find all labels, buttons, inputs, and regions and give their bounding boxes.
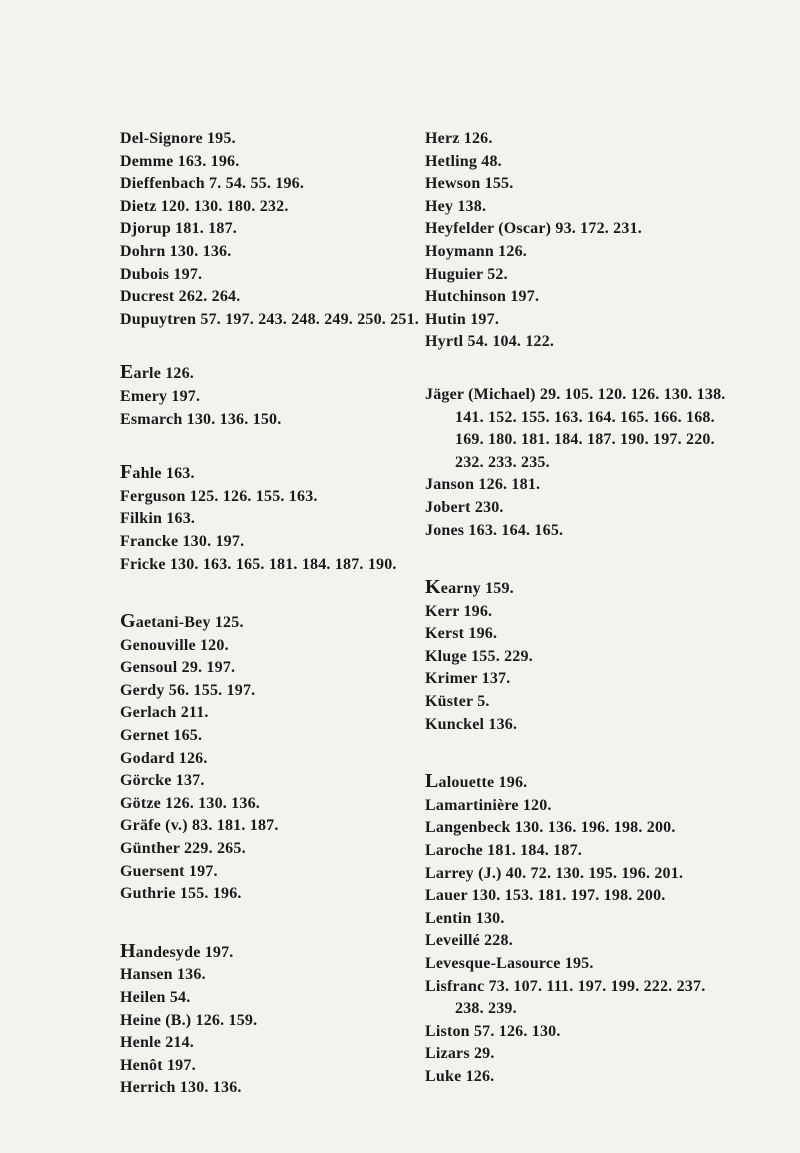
- index-group-e: [120, 361, 420, 431]
- index-entry: Larrey (J.) 40. 72. 130. 195. 196. 201.: [425, 864, 684, 882]
- index-entry: Leveillé 228.: [425, 932, 513, 950]
- index-entry: Görcke 137.: [120, 772, 205, 790]
- index-entry: Fricke 130. 163. 165. 181. 184. 187. 190.: [120, 555, 397, 573]
- index-entry: Gerlach 211.: [120, 704, 209, 722]
- index-entry: Krimer 137.: [425, 670, 511, 688]
- index-entry: Genouville 120.: [120, 636, 229, 654]
- index-entry: Gensoul 29. 197.: [120, 659, 236, 677]
- index-entry-continuation: 141. 152. 155. 163. 164. 165. 166. 168.: [455, 408, 715, 426]
- index-entry: Lamartinière 120.: [425, 796, 552, 814]
- index-entry: [120, 361, 420, 386]
- index-entry: Heine (B.) 126. 159.: [120, 1011, 258, 1029]
- index-entry: [425, 770, 775, 795]
- index-entry: Jäger (Michael) 29. 105. 120. 126. 130. 138.: [425, 385, 726, 403]
- index-entry: Henle 214.: [120, 1034, 194, 1052]
- section-initial: F: [120, 461, 133, 484]
- entry-text: earny 159.: [440, 580, 514, 598]
- index-entry: Djorup 181. 187.: [120, 220, 237, 238]
- index-entry: Kerr 196.: [425, 602, 493, 620]
- index-entry: Demme 163. 196.: [120, 152, 240, 170]
- index-group-k: [425, 576, 775, 736]
- index-entry: Herz 126.: [425, 130, 493, 147]
- index-entry: Laroche 181. 184. 187.: [425, 842, 582, 860]
- index-entry: Guersent 197.: [120, 862, 218, 880]
- index-entry: Gerdy 56. 155. 197.: [120, 681, 256, 699]
- index-entry: Hoymann 126.: [425, 242, 527, 260]
- index-entry: Gernet 165.: [120, 727, 203, 745]
- section-initial: K: [425, 576, 441, 599]
- index-entry: Henôt 197.: [120, 1056, 196, 1074]
- index-group-h-cont: [425, 128, 775, 354]
- section-initial: E: [120, 361, 134, 384]
- index-entry: Dietz 120. 130. 180. 232.: [120, 197, 289, 215]
- index-entry: Herrich 130. 136.: [120, 1079, 242, 1097]
- index-entry: Dohrn 130. 136.: [120, 242, 232, 260]
- index-entry: Godard 126.: [120, 749, 208, 767]
- index-entry: Ferguson 125. 126. 155. 163.: [120, 487, 318, 505]
- index-entry: Emery 197.: [120, 387, 201, 405]
- entry-text: andesyde 197.: [135, 943, 234, 961]
- entry-text: aetani-Bey 125.: [135, 614, 244, 632]
- index-entry: Hutin 197.: [425, 310, 500, 328]
- index-entry: Lisfranc 73. 107. 111. 197. 199. 222. 237.: [425, 977, 706, 995]
- index-entry: Lauer 130. 153. 181. 197. 198. 200.: [425, 887, 666, 905]
- index-entry: Günther 229. 265.: [120, 840, 246, 858]
- index-entry: Langenbeck 130. 136. 196. 198. 200.: [425, 819, 676, 837]
- index-entry: Janson 126. 181.: [425, 476, 541, 494]
- index-entry: Del-Signore 195.: [120, 130, 236, 147]
- entry-text: arle 126.: [133, 365, 194, 383]
- index-entry: Liston 57. 126. 130.: [425, 1022, 561, 1040]
- index-entry: Huguier 52.: [425, 265, 508, 283]
- index-entry: Francke 130. 197.: [120, 532, 245, 550]
- index-entry: Hewson 155.: [425, 175, 514, 193]
- index-entry: Heyfelder (Oscar) 93. 172. 231.: [425, 220, 642, 238]
- index-entry: [120, 461, 420, 486]
- index-entry: Hansen 136.: [120, 966, 206, 984]
- index-group-j: [425, 384, 775, 542]
- index-entry: Götze 126. 130. 136.: [120, 794, 260, 812]
- index-entry: Guthrie 155. 196.: [120, 885, 242, 903]
- index-group-h: [120, 940, 420, 1100]
- index-group-d: [120, 128, 420, 331]
- entry-text: alouette 196.: [438, 774, 528, 792]
- index-entry-continuation: 169. 180. 181. 184. 187. 190. 197. 220.: [455, 431, 715, 449]
- index-entry: Levesque-Lasource 195.: [425, 955, 594, 972]
- index-entry: Lizars 29.: [425, 1045, 495, 1063]
- index-entry: Kerst 196.: [425, 625, 498, 643]
- index-entry: Lentin 130.: [425, 909, 505, 927]
- index-entry: Kunckel 136.: [425, 715, 518, 733]
- index-entry: Hutchinson 197.: [425, 288, 540, 306]
- index-group-g: [120, 610, 420, 906]
- section-initial: G: [120, 610, 136, 633]
- index-group-l: [425, 770, 775, 1088]
- index-entry: Heilen 54.: [120, 989, 191, 1006]
- index-entry: Dieffenbach 7. 54. 55. 196.: [120, 175, 305, 193]
- index-entry: Jobert 230.: [425, 498, 504, 516]
- entry-text: ahle 163.: [132, 465, 195, 483]
- index-entry: Kluge 155. 229.: [425, 647, 533, 665]
- index-group-f: [120, 461, 420, 576]
- left-column: [120, 128, 420, 1100]
- index-entry: Gräfe (v.) 83. 181. 187.: [120, 817, 279, 835]
- index-entry: [120, 610, 420, 635]
- index-entry: Filkin 163.: [120, 510, 196, 528]
- index-entry: Esmarch 130. 136. 150.: [120, 410, 282, 428]
- index-entry: Dubois 197.: [120, 265, 203, 283]
- index-entry: Hetling 48.: [425, 152, 502, 170]
- index-entry: Hey 138.: [425, 197, 487, 215]
- index-entry: Jones 163. 164. 165.: [425, 521, 564, 539]
- index-entry: Hyrtl 54. 104. 122.: [425, 333, 555, 351]
- index-entry: [120, 940, 420, 965]
- index-entry-continuation: 232. 233. 235.: [455, 453, 550, 471]
- section-initial: H: [120, 939, 136, 962]
- index-entry: Luke 126.: [425, 1067, 495, 1085]
- section-initial: L: [425, 770, 439, 793]
- index-entry: Küster 5.: [425, 693, 490, 711]
- index-entry: Ducrest 262. 264.: [120, 288, 241, 306]
- index-entry-continuation: 238. 239.: [455, 1000, 517, 1018]
- index-entry: Dupuytren 57. 197. 243. 248. 249. 250. 251.: [120, 310, 419, 328]
- right-column: [425, 128, 775, 1089]
- index-entry: [425, 576, 775, 601]
